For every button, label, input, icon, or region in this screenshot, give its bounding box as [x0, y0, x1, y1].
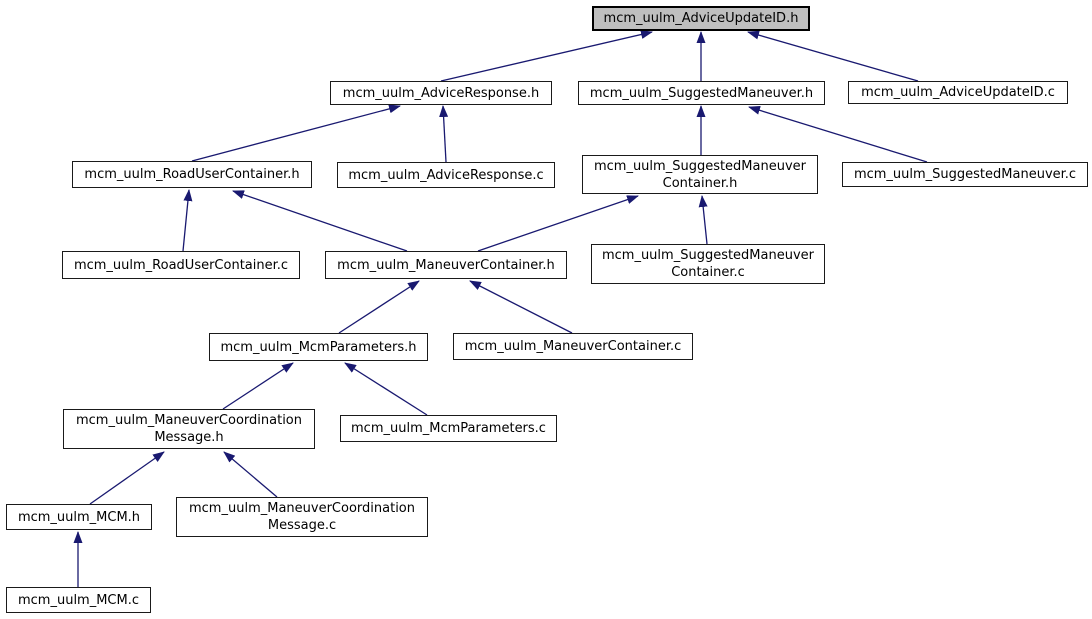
- include-edge-mcm-parameters-h-to-maneuver-container-h: [339, 281, 419, 333]
- graph-node-label: mcm_uulm_RoadUserContainer.h: [84, 167, 300, 182]
- graph-node-label: mcm_uulm_SuggestedManeuver: [593, 158, 807, 174]
- graph-node-label: mcm_uulm_AdviceResponse.c: [348, 167, 544, 183]
- include-edge-maneuver-coordination-message-c-to-maneuver-coordination-message-h: [224, 452, 277, 497]
- graph-node-label: mcm_uulm_AdviceResponse.h: [342, 85, 540, 101]
- include-edge-advice-response-c-to-advice-response-h: [443, 106, 446, 162]
- graph-node-suggested-maneuver-c[interactable]: [842, 162, 1088, 187]
- graph-node-label: Container.c: [671, 265, 745, 280]
- include-edge-maneuver-container-h-to-suggested-maneuver-container-h: [478, 196, 638, 251]
- graph-node-label: mcm_uulm_MCM.h: [17, 509, 141, 525]
- graph-node-advice-response-c[interactable]: [337, 162, 555, 188]
- include-edge-road-user-container-h-to-advice-response-h: [192, 106, 400, 161]
- graph-node-label: mcm_uulm_ManeuverCoordination: [189, 501, 415, 516]
- graph-node-mcm-parameters-h[interactable]: [209, 333, 428, 361]
- graph-node-label: mcm_uulm_MCM.c: [17, 592, 140, 608]
- graph-node-label: mcm_uulm_ManeuverContainer.c: [464, 339, 682, 354]
- include-edge-maneuver-container-c-to-maneuver-container-h: [470, 281, 572, 333]
- include-edge-suggested-maneuver-c-to-suggested-maneuver-h: [749, 107, 927, 162]
- graph-node-mcm-h[interactable]: [6, 504, 152, 530]
- graph-node-label: mcm_uulm_SuggestedManeuver.h: [589, 85, 814, 101]
- include-edge-maneuver-container-h-to-road-user-container-h: [233, 191, 407, 251]
- graph-node-maneuver-container-c[interactable]: [453, 333, 693, 360]
- graph-node-advice-response-h[interactable]: [330, 81, 552, 105]
- include-edge-road-user-container-c-to-road-user-container-h: [183, 190, 189, 251]
- graph-node-road-user-container-h[interactable]: [72, 161, 312, 188]
- graph-node-label: Container.h: [662, 175, 738, 191]
- graph-node-label: mcm_uulm_ManeuverContainer.h: [337, 257, 555, 273]
- graph-node-advice-update-id-h[interactable]: [592, 6, 810, 31]
- graph-node-road-user-container-c[interactable]: [62, 251, 300, 279]
- graph-node-label: Message.c: [267, 518, 337, 533]
- graph-node-label: mcm_uulm_RoadUserContainer.c: [73, 257, 289, 273]
- graph-node-label: mcm_uulm_McmParameters.h: [220, 339, 417, 355]
- include-edge-mcm-parameters-c-to-mcm-parameters-h: [345, 363, 427, 415]
- graph-node-label: mcm_uulm_SuggestedManeuver: [601, 248, 815, 263]
- graph-node-suggested-maneuver-container-h[interactable]: [582, 155, 818, 194]
- include-edge-suggested-maneuver-container-c-to-suggested-maneuver-container-h: [702, 196, 707, 244]
- graph-node-label: mcm_uulm_ManeuverCoordination: [76, 413, 302, 428]
- graph-node-label: Message.h: [154, 430, 224, 445]
- graph-node-label: mcm_uulm_McmParameters.c: [351, 421, 546, 436]
- graph-node-label: mcm_uulm_AdviceUpdateID.h: [603, 11, 799, 26]
- include-edge-maneuver-coordination-message-h-to-mcm-parameters-h: [223, 363, 293, 409]
- graph-node-mcm-c[interactable]: [6, 587, 151, 613]
- graph-node-maneuver-container-h[interactable]: [325, 251, 567, 279]
- graph-node-maneuver-coordination-message-c[interactable]: [176, 497, 428, 537]
- include-edge-advice-response-h-to-advice-update-id-h: [441, 32, 652, 81]
- graph-node-maneuver-coordination-message-h[interactable]: [63, 409, 315, 449]
- graph-node-suggested-maneuver-container-c[interactable]: [591, 244, 825, 284]
- include-edge-mcm-h-to-maneuver-coordination-message-h: [90, 452, 164, 504]
- graph-node-label: mcm_uulm_AdviceUpdateID.c: [861, 85, 1055, 100]
- include-edge-advice-update-id-c-to-advice-update-id-h: [748, 32, 918, 81]
- graph-node-suggested-maneuver-h[interactable]: [578, 81, 825, 105]
- graph-node-mcm-parameters-c[interactable]: [340, 415, 557, 442]
- graph-node-label: mcm_uulm_SuggestedManeuver.c: [853, 167, 1077, 182]
- graph-node-advice-update-id-c[interactable]: [848, 81, 1068, 104]
